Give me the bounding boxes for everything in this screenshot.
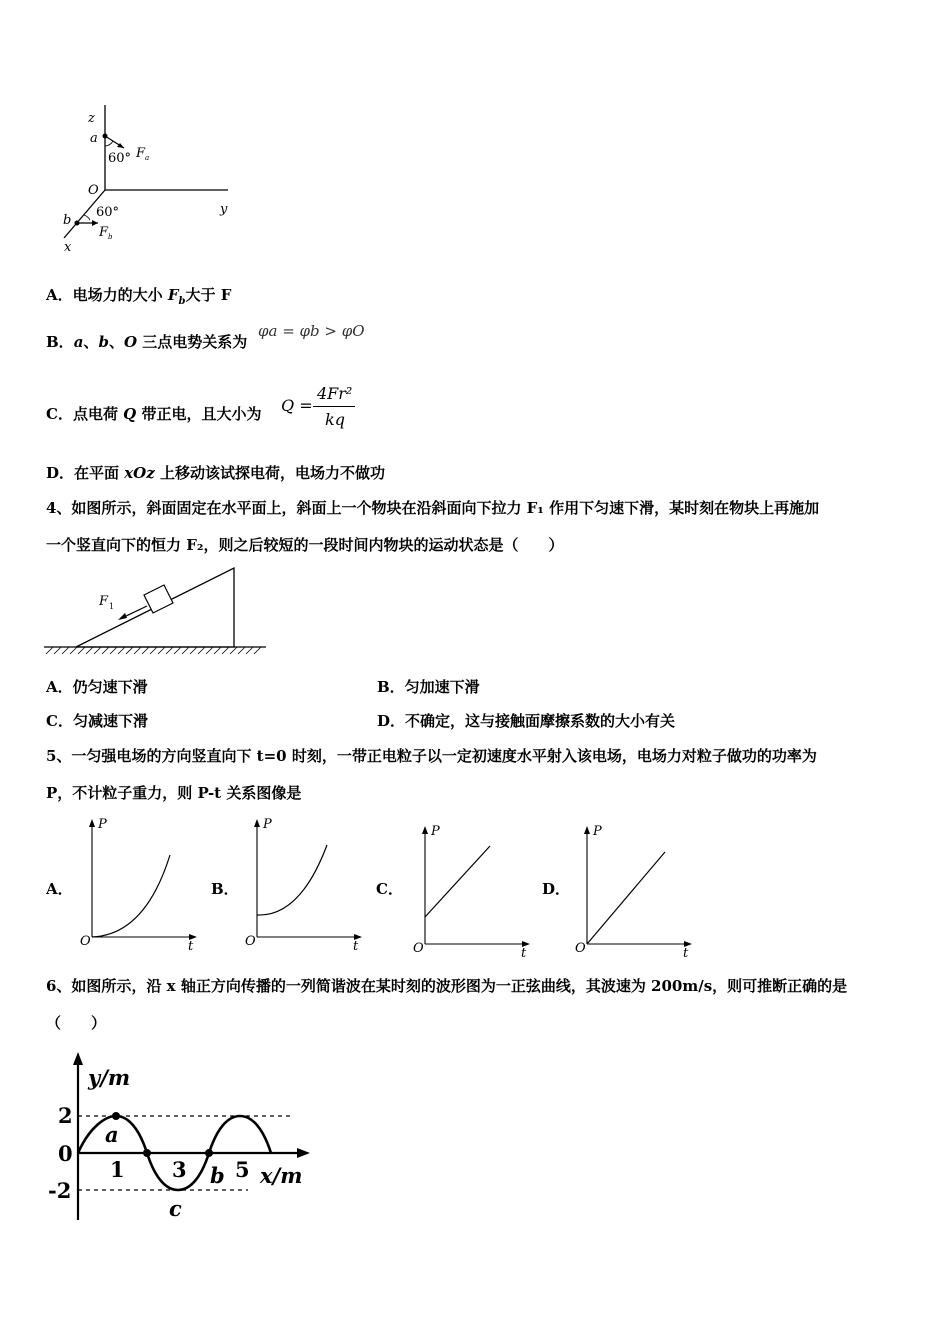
t-label: t <box>353 939 359 954</box>
arrowhead-icon <box>254 819 260 827</box>
curve-offset-parabola <box>257 845 327 915</box>
q5-option-d: D． <box>542 880 571 898</box>
potential-formula: φa = φb > φO <box>258 322 365 340</box>
fraction-bar <box>313 406 355 407</box>
q4-stem-line1: 4、如图所示，斜面固定在水平面上，斜面上一个物块在沿斜面向下拉力 F₁ 作用下匀速下滑，某时刻在物块上再施加 <box>46 499 820 517</box>
p-label: P <box>98 817 107 832</box>
ytick-0: 0 <box>58 1141 73 1166</box>
angle-arc <box>105 141 113 146</box>
wave-figure <box>48 1050 318 1225</box>
ytick-neg2: -2 <box>48 1178 72 1203</box>
q3-option-b: B．a、b、O 三点电势关系为 <box>46 333 248 351</box>
y-axis-label: y/m <box>88 1065 131 1090</box>
origin-label: O <box>575 941 586 956</box>
p-label: P <box>263 817 272 832</box>
force-b-sub: b <box>108 233 113 241</box>
point-b <box>205 1149 213 1157</box>
z-label: z <box>88 111 95 126</box>
point-b-label: b <box>210 1163 225 1188</box>
q4-option-d: D．不确定，这与接触面摩擦系数的大小有关 <box>377 712 676 730</box>
force-b-label: F <box>99 225 109 240</box>
block <box>144 585 173 613</box>
force-a-label: F <box>136 146 146 161</box>
point-a-label: a <box>105 1122 119 1147</box>
q3-option-d: D．在平面 xOz 上移动该试探电荷，电场力不做功 <box>46 464 385 482</box>
graph-c <box>408 822 538 962</box>
y-label: y <box>220 202 228 217</box>
q6-stem-line1: 6、如图所示，沿 x 轴正方向传播的一列简谐波在某时刻的波形图为一正弦曲线，其波速为 200m/s，则可推断正确的是 <box>46 977 848 995</box>
arrowhead-icon <box>297 1148 310 1158</box>
q4-stem-line2: 一个竖直向下的恒力 F₂，则之后较短的一段时间内物块的运动状态是（ ） <box>46 536 564 554</box>
q4-option-c: C．匀减速下滑 <box>46 712 148 730</box>
q5-option-a: A． <box>46 880 73 898</box>
angle-top: 60° <box>108 151 132 166</box>
q4-option-b: B．匀加速下滑 <box>377 678 480 696</box>
force-a-sub: a <box>145 154 150 162</box>
origin-label: O <box>413 941 424 956</box>
arrowhead-icon <box>422 826 428 834</box>
q5-option-c: C． <box>376 880 403 898</box>
q5-stem-line2: P，不计粒子重力，则 P-t 关系图像是 <box>46 784 302 802</box>
point-zero-crossing <box>143 1149 151 1157</box>
x-label: x <box>64 240 72 255</box>
origin-label: O <box>88 183 99 198</box>
x-axis-label: x/m <box>260 1163 303 1188</box>
origin-label: O <box>80 934 91 949</box>
graph-a <box>75 815 205 955</box>
force-f1-sub: 1 <box>109 602 115 611</box>
q3-option-c: C．点电荷 Q 带正电，且大小为 <box>46 405 262 423</box>
xtick-3: 3 <box>172 1157 187 1182</box>
xtick-5: 5 <box>235 1157 250 1182</box>
tick-labels <box>48 1065 302 1221</box>
q3-option-a: A．电场力的大小 $F_b$大于 F <box>46 286 232 307</box>
t-label: t <box>521 946 527 961</box>
ytick-2: 2 <box>58 1103 73 1128</box>
q5-stem-line1: 5、一匀强电场的方向竖直向下 t=0 时刻，一带正电粒子以一定初速度水平射入该电场，电场力对粒子做功的功率为 <box>46 747 817 765</box>
xtick-1: 1 <box>110 1157 125 1182</box>
t-label: t <box>188 939 194 954</box>
arrowhead-icon <box>118 613 127 620</box>
point-a-label: a <box>90 131 98 146</box>
graph-d <box>570 822 700 962</box>
t-label: t <box>683 946 689 961</box>
point-c-label: c <box>169 1196 182 1221</box>
formula-lhs: Q = <box>281 396 313 415</box>
formula-denominator: kq <box>325 410 345 429</box>
line-offset <box>425 846 490 917</box>
force-f1-label: F <box>99 594 109 609</box>
line-through-origin <box>587 852 665 944</box>
curve-parabola <box>92 855 170 937</box>
formula-numerator: 4Fr² <box>317 384 353 403</box>
arrowhead-icon <box>89 819 95 827</box>
q4-option-a: A．仍匀速下滑 <box>46 678 148 696</box>
arrowhead-icon <box>584 826 590 834</box>
arrowhead-icon <box>73 1052 83 1065</box>
axes-figure <box>50 100 250 260</box>
q6-stem-line2: （ ） <box>46 1014 107 1032</box>
q5-option-b: B． <box>211 880 239 898</box>
p-label: P <box>593 824 602 839</box>
p-label: P <box>431 824 440 839</box>
angle-arc <box>84 215 90 220</box>
point-b-label: b <box>63 213 72 228</box>
origin-label: O <box>245 934 256 949</box>
arrowhead-icon <box>92 220 98 226</box>
graph-b <box>240 815 370 955</box>
point-a <box>112 1112 120 1120</box>
ground-hatching <box>46 647 261 654</box>
incline-figure <box>44 565 269 660</box>
angle-bottom: 60° <box>96 205 120 220</box>
